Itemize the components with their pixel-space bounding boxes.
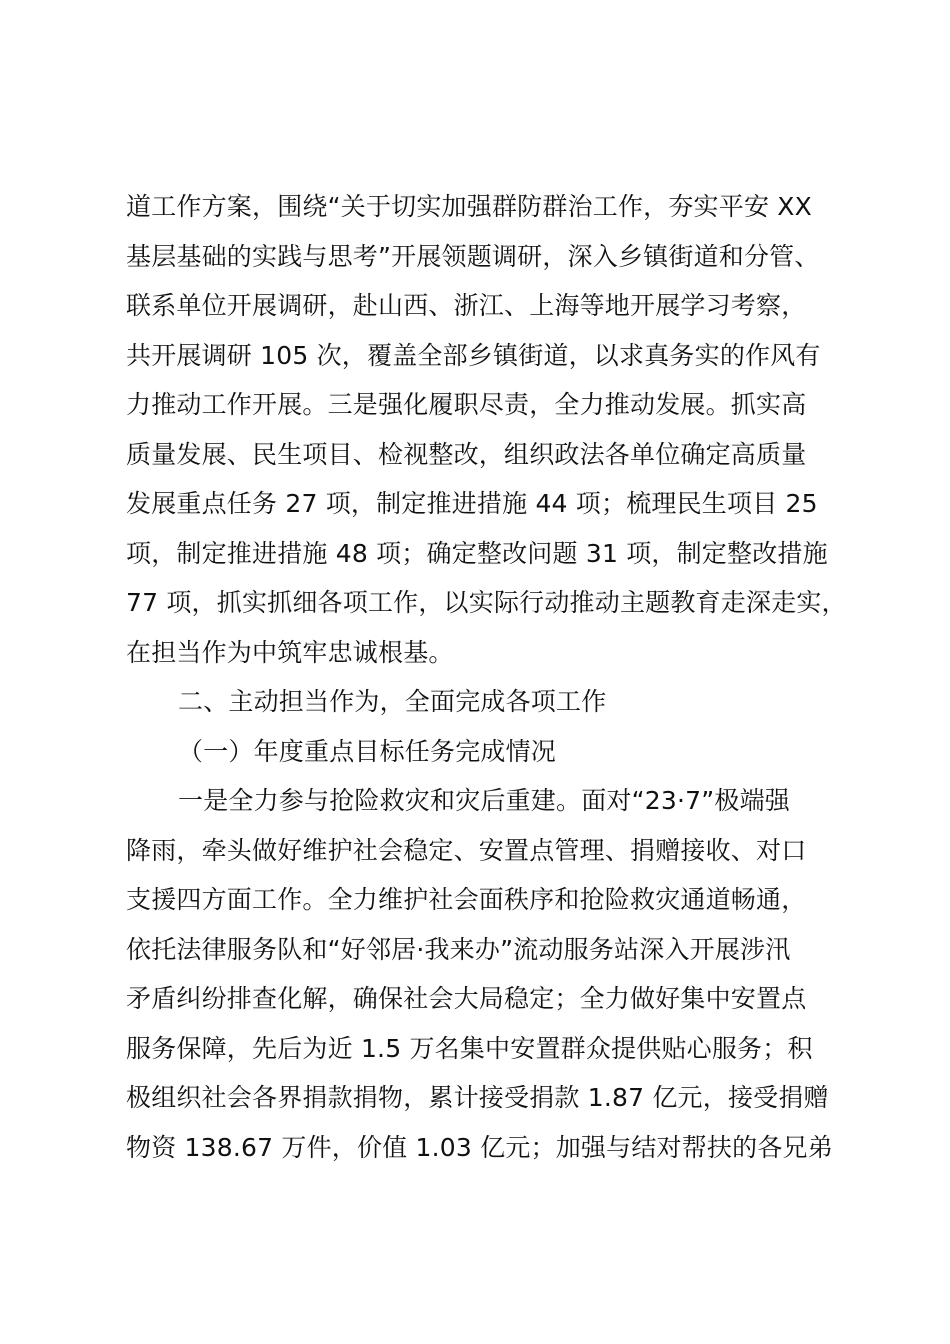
text-line: 在担当作为中筑牢忠诚根基。 [126, 637, 454, 667]
section-heading: 二、主动担当作为，全面完成各项工作 [178, 687, 607, 716]
text-line: 77 项，抓实抓细各项工作，以实际行动推动主题教育走深走实， [126, 588, 847, 617]
body-text [126, 182, 866, 1172]
text-line: 联系单位开展调研，赴山西、浙江、上海等地开展学习考察， [126, 291, 807, 320]
text-line: 项，制定推进措施 48 项；确定整改问题 31 项，制定整改措施 [126, 538, 828, 568]
paragraph-start: 一是全力参与抢险救灾和灾后重建。面对“23·7”极端强 [178, 786, 790, 815]
text-line: 共开展调研 105 次，覆盖全部乡镇街道，以求真务实的作风有 [126, 340, 821, 370]
text-line: 力推动工作开展。三是强化履职尽责，全力推动发展。抓实高 [126, 390, 807, 419]
text-line: 降雨，牵头做好维护社会稳定、安置点管理、捐赠接收、对口 [126, 835, 807, 865]
text-line: 发展重点任务 27 项，制定推进措施 44 项；梳理民生项目 25 [126, 489, 818, 518]
text-line: 极组织社会各界捐款捐物，累计接受捐款 1.87 亿元，接受捐赠 [126, 1083, 829, 1112]
text-line: 道工作方案，围绕“关于切实加强群防群治工作，夯实平安 XX [126, 192, 812, 221]
text-line: 质量发展、民生项目、检视整改，组织政法各单位确定高质量 [126, 439, 807, 469]
text-line: 基层基础的实践与思考”开展领题调研，深入乡镇街道和分管、 [126, 241, 820, 271]
text-line: 物资 138.67 万件，价值 1.03 亿元；加强与结对帮扶的各兄弟 [126, 1132, 833, 1162]
text-line: 矛盾纠纷排查化解，确保社会大局稳定；全力做好集中安置点 [126, 984, 807, 1013]
text-line: 服务保障，先后为近 1.5 万名集中安置群众提供贴心服务；积 [126, 1033, 813, 1063]
text-line: 依托法律服务队和“好邻居·我来办”流动服务站深入开展涉汛 [126, 934, 791, 964]
text-line: 支援四方面工作。全力维护社会面秩序和抢险救灾通道畅通， [126, 885, 807, 914]
subsection-heading: （一）年度重点目标任务完成情况 [178, 736, 557, 766]
